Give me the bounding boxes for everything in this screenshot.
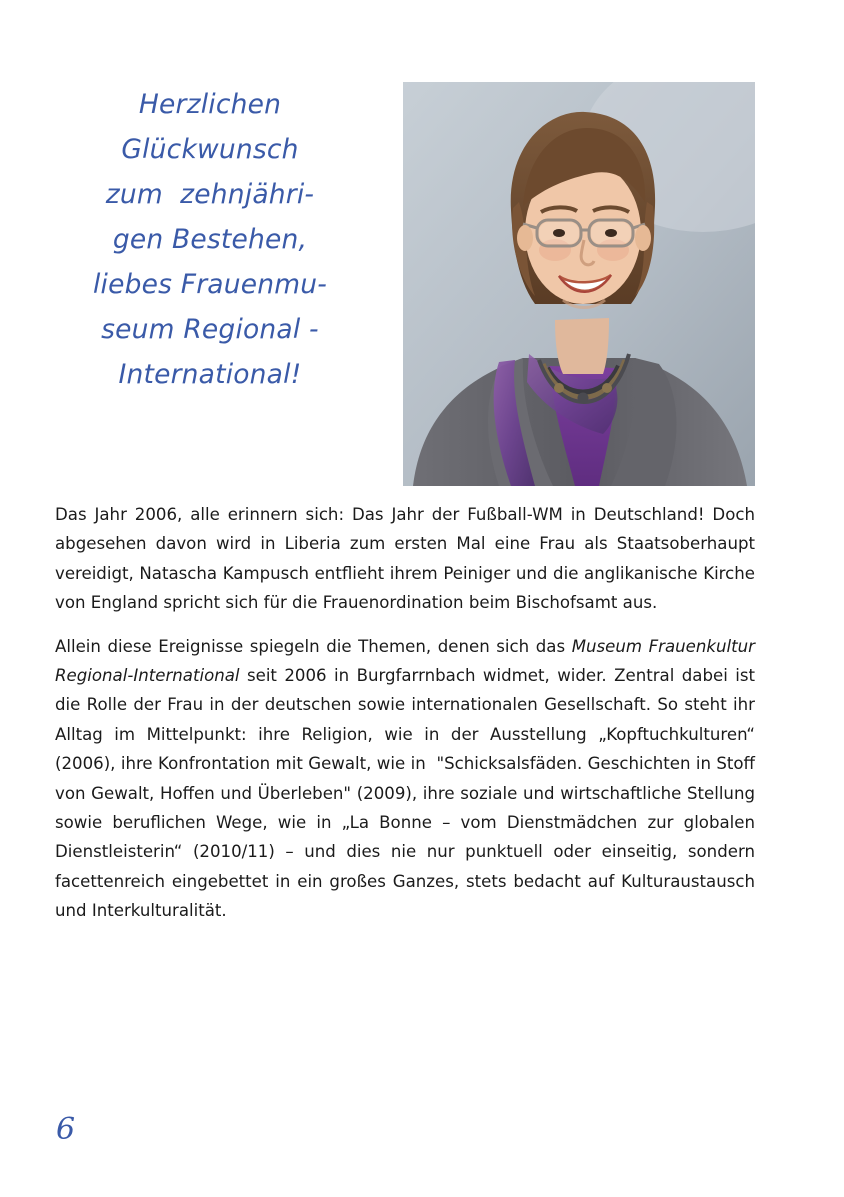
article-body (55, 500, 755, 926)
page-title-line: Herzlichen (138, 89, 282, 120)
paragraph-2: Allein diese Ereignisse spiegeln die Themen, denen sich das Museum Frauenkultur Regional-International seit 2006 in Burgfarrnbach widmet, wider. Zentral dabei ist die Rolle der Frau in der deutschen sowie internationalen Gesellschaft. So steht ihr Alltag im Mittelpunkt: ihre Religion, wie in der Ausstellung „Kopftuchkulturen“ (2006), ihre Konfrontation mit Gewalt, wie in "Schicksalsfäden. Geschichten in Stoff von Gewalt, Hoffen und Überleben" (2009), ihre soziale und wirtschaftliche Stellung sowie beruflichen Wege, wie in „La Bonne – vom Dienstmädchen zur globalen Dienstleisterin“ (2010/11) – und dies nie nur punktuell oder einseitig, sondern facettenreich eingebettet in ein großes Ganzes, stets bedacht auf Kulturaustausch und Interkulturalität. (55, 636, 755, 921)
paragraph-1: Das Jahr 2006, alle erinnern sich: Das Jahr der Fußball-WM in Deutschland! Doch abgesehen davon wird in Liberia zum ersten Mal eine Frau als Staatsoberhaupt vereidigt, Natascha Kampusch entflieht ihrem Peiniger und die anglikanische Kirche von England spricht sich für die Frauenordination beim Bischofsamt aus. (55, 505, 755, 613)
page-title (55, 82, 365, 397)
page-title-line: liebes Frauenmu- (92, 269, 328, 300)
page-number: 6 (56, 1112, 76, 1147)
page-header (55, 82, 755, 482)
page-title-line: Glückwunsch (121, 134, 299, 165)
page-title-line: gen Bestehen, (112, 224, 308, 255)
page-title-line: seum Regional - (101, 314, 319, 345)
portrait-photo (403, 82, 755, 486)
page-title-line: zum zehnjähri- (105, 179, 315, 210)
page-title-line: International! (118, 359, 302, 390)
